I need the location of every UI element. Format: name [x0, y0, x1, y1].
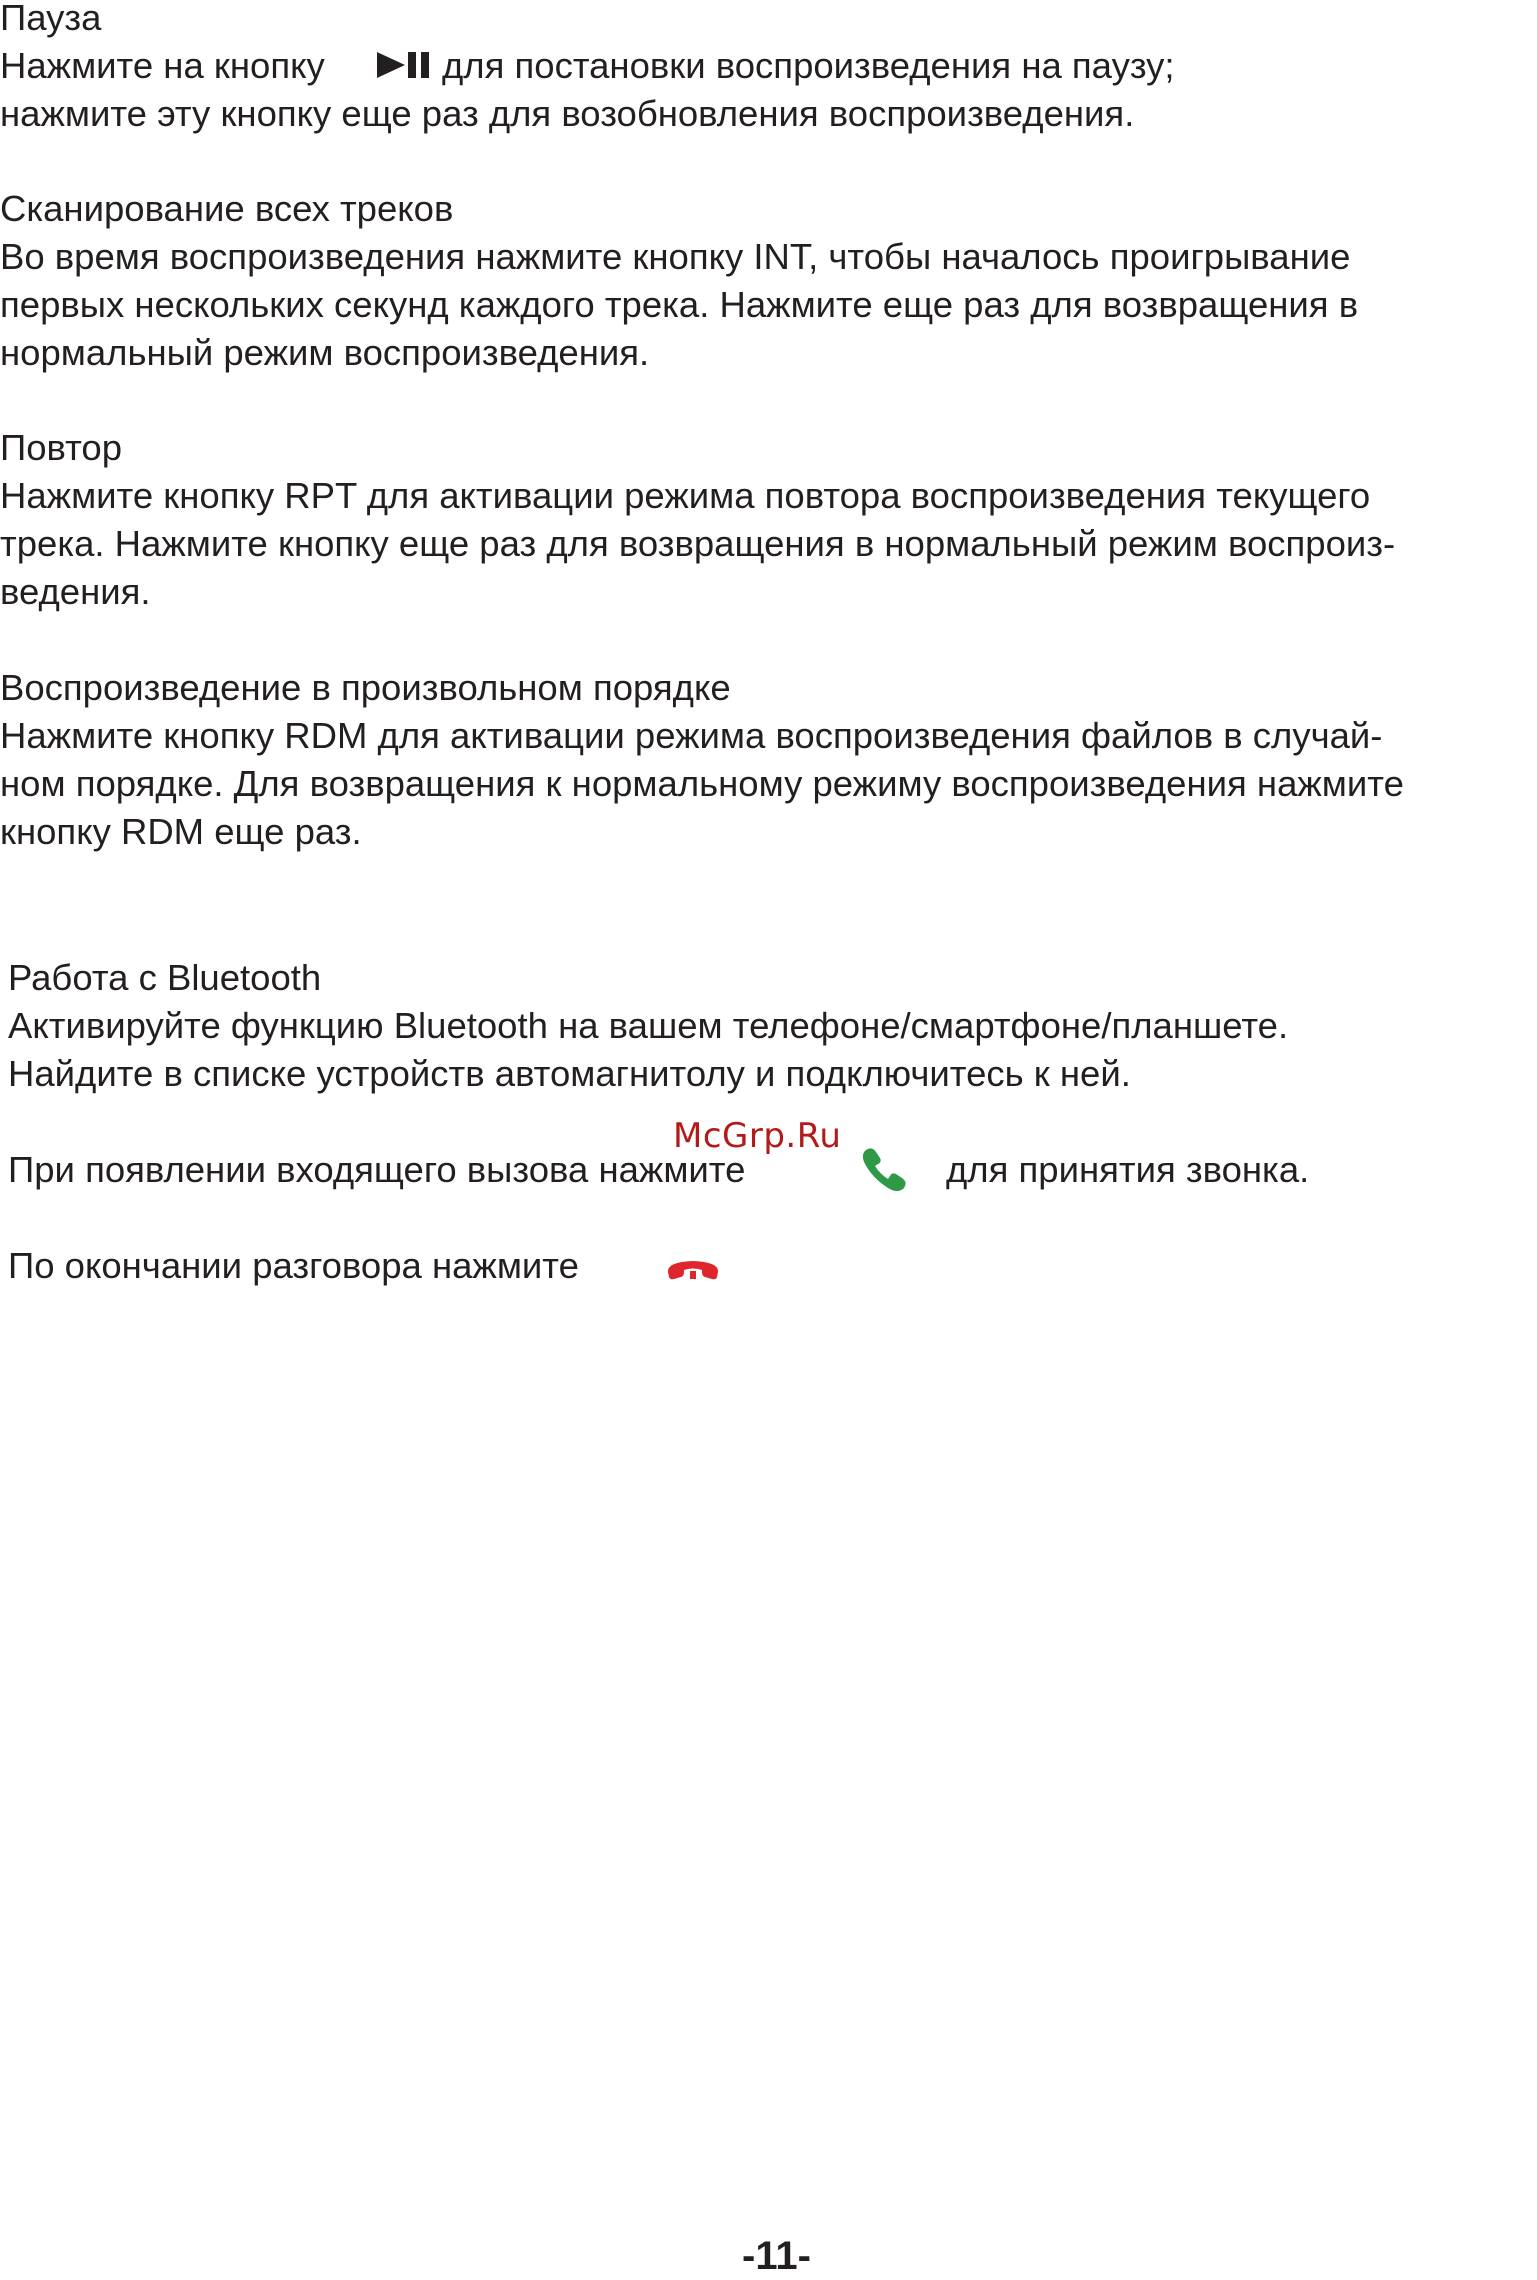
phone-answer-icon	[858, 1142, 910, 1194]
play-pause-icon	[375, 50, 433, 80]
bluetooth-text-line1: Активируйте функцию Bluetooth на вашем телефоне/смартфоне/планшете.	[8, 1005, 1289, 1046]
bluetooth-heading: Работа с Bluetooth	[8, 957, 322, 998]
pause-text-part2: для постановки воспроизведения на паузу;	[442, 45, 1175, 86]
pause-text-line2: нажмите эту кнопку еще раз для возобновления воспроизведения.	[0, 93, 1135, 134]
repeat-text-line1: Нажмите кнопку RPT для активации режима повтора воспроизведения текущего	[0, 475, 1371, 516]
repeat-heading: Повтор	[0, 427, 123, 468]
watermark: McGrp.Ru	[673, 1116, 842, 1156]
bluetooth-text-line2: Найдите в списке устройств автомагнитолу и подключитесь к ней.	[8, 1053, 1131, 1094]
random-text-line3: кнопку RDM еще раз.	[0, 811, 362, 852]
scan-text-line2: первых нескольких секунд каждого трека. Нажмите еще раз для возвращения в	[0, 284, 1359, 325]
repeat-text-line3: ведения.	[0, 571, 151, 612]
scan-text-line3: нормальный режим воспроизведения.	[0, 332, 650, 373]
pause-heading: Пауза	[0, 0, 102, 38]
page-number: -11-	[742, 2234, 811, 2278]
end-call-text: По окончании разговора нажмите	[8, 1245, 579, 1286]
phone-hangup-icon	[665, 1256, 721, 1282]
random-text-line2: ном порядке. Для возвращения к нормальному режиму воспроизведения нажмите	[0, 763, 1404, 804]
scan-text-line1: Во время воспроизведения нажмите кнопку INT, чтобы началось проигрывание	[0, 236, 1351, 277]
incoming-call-text-part1: При появлении входящего вызова нажмите	[8, 1149, 746, 1190]
scan-heading: Сканирование всех треков	[0, 188, 454, 229]
incoming-call-text-part2: для принятия звонка.	[946, 1149, 1310, 1190]
repeat-text-line2: трека. Нажмите кнопку еще раз для возвращения в нормальный режим воспроиз-	[0, 523, 1396, 564]
random-heading: Воспроизведение в произвольном порядке	[0, 667, 731, 708]
random-text-line1: Нажмите кнопку RDM для активации режима воспроизведения файлов в случай-	[0, 715, 1383, 756]
pause-text-part1: Нажмите на кнопку	[0, 45, 325, 86]
